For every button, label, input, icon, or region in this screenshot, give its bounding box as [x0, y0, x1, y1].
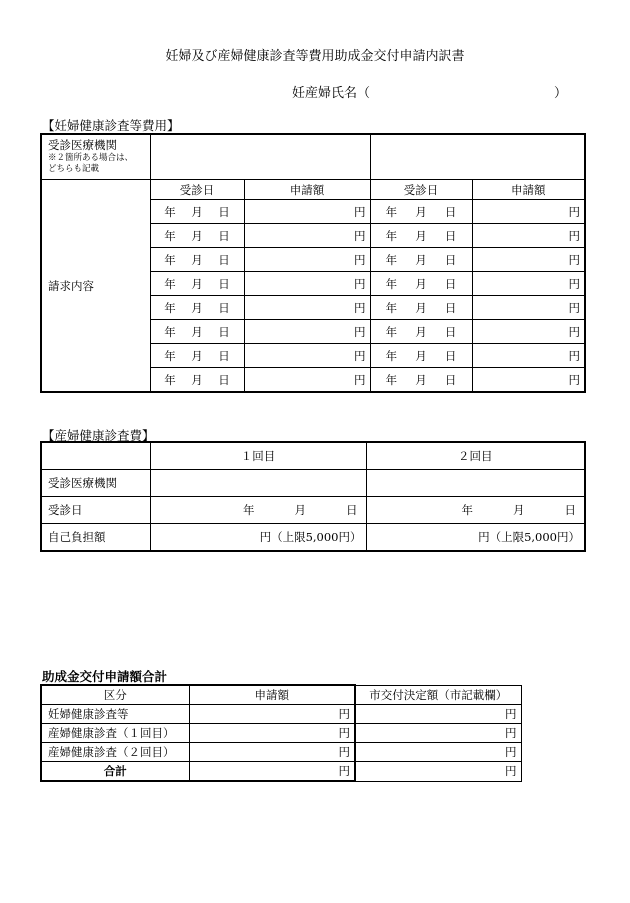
decision-amount-cell: 円 [355, 724, 521, 743]
visit-date-input[interactable]: 年 月 日 [370, 200, 472, 224]
visit-date-input[interactable]: 年 月 日 [370, 320, 472, 344]
visit-date-input[interactable]: 年 月 日 [150, 248, 244, 272]
visit-date-input[interactable]: 年 月 日 [370, 296, 472, 320]
copay-label: 自己負担額 [41, 524, 150, 552]
visit-date-input[interactable]: 年 月 日 [150, 224, 244, 248]
visit-date-input[interactable]: 年 月 日 [150, 368, 244, 393]
visit-date-input[interactable]: 年 月 日 [370, 272, 472, 296]
decision-amount-cell: 円 [355, 743, 521, 762]
total-row-label: 産婦健康診査（２回目） [41, 743, 189, 762]
total-amount-input[interactable]: 円 [189, 743, 355, 762]
amount-input[interactable]: 円 [472, 224, 585, 248]
amount-input[interactable]: 円 [472, 368, 585, 393]
total-row-label: 妊婦健康診査等 [41, 705, 189, 724]
amount-input[interactable]: 円 [244, 368, 370, 393]
institution-note-2: どちらも記載 [48, 164, 100, 174]
grand-total-label: 合計 [41, 762, 189, 782]
amount-input[interactable]: 円 [244, 224, 370, 248]
postpartum-date-input-2[interactable]: 年 月 日 [366, 497, 585, 524]
copay-input-1[interactable]: 円（上限5,000円） [150, 524, 366, 552]
amount-input[interactable]: 円 [244, 320, 370, 344]
amount-input[interactable]: 円 [472, 248, 585, 272]
applicant-name-close: ） [554, 86, 568, 101]
col-header-category: 区分 [41, 685, 189, 705]
postpartum-institution-label: 受診医療機関 [41, 470, 150, 497]
amount-input[interactable]: 円 [244, 296, 370, 320]
grand-total-decision-cell: 円 [355, 762, 521, 782]
col-header-date-1: 受診日 [150, 180, 244, 200]
visit-date-input[interactable]: 年 月 日 [370, 344, 472, 368]
total-amount-input[interactable]: 円 [189, 705, 355, 724]
visit-1-header: １回目 [150, 442, 366, 470]
visit-date-input[interactable]: 年 月 日 [150, 272, 244, 296]
institution-input-1[interactable] [150, 134, 370, 180]
institution-label-cell [41, 134, 150, 180]
empty-header-cell [41, 442, 150, 470]
col-header-decision: 市交付決定額（市記載欄） [355, 685, 521, 705]
amount-input[interactable]: 円 [472, 200, 585, 224]
document-title: 妊婦及び産婦健康診査等費用助成金交付申請内訳書 [165, 49, 465, 64]
section1-heading: 【妊婦健康診査等費用】 [42, 118, 180, 133]
col-header-amount: 申請額 [189, 685, 355, 705]
prenatal-checkup-table [40, 133, 586, 393]
institution-note-1: ※２箇所ある場合は、 [48, 153, 134, 163]
total-row-label: 産婦健康診査（１回目） [41, 724, 189, 743]
visit-date-input[interactable]: 年 月 日 [370, 224, 472, 248]
amount-input[interactable]: 円 [244, 344, 370, 368]
amount-input[interactable]: 円 [244, 272, 370, 296]
col-header-date-2: 受診日 [370, 180, 472, 200]
amount-input[interactable]: 円 [472, 344, 585, 368]
section3-heading: 助成金交付申請額合計 [42, 669, 168, 684]
applicant-name-label: 妊産婦氏名（ [292, 86, 371, 101]
postpartum-date-input-1[interactable]: 年 月 日 [150, 497, 366, 524]
amount-input[interactable]: 円 [472, 272, 585, 296]
total-amount-input[interactable]: 円 [189, 724, 355, 743]
col-header-amount-1: 申請額 [244, 180, 370, 200]
visit-date-input[interactable]: 年 月 日 [370, 368, 472, 393]
postpartum-checkup-table [40, 441, 586, 552]
amount-input[interactable]: 円 [472, 296, 585, 320]
amount-input[interactable]: 円 [244, 248, 370, 272]
institution-input-2[interactable] [370, 134, 585, 180]
postpartum-institution-input-2[interactable] [366, 470, 585, 497]
visit-2-header: ２回目 [366, 442, 585, 470]
claim-content-label: 請求内容 [41, 180, 150, 393]
institution-label: 受診医療機関 [48, 138, 117, 152]
postpartum-institution-input-1[interactable] [150, 470, 366, 497]
visit-date-input[interactable]: 年 月 日 [150, 296, 244, 320]
visit-date-input[interactable]: 年 月 日 [150, 200, 244, 224]
amount-input[interactable]: 円 [472, 320, 585, 344]
grand-total-amount-input[interactable]: 円 [189, 762, 355, 782]
decision-amount-cell: 円 [355, 705, 521, 724]
col-header-amount-2: 申請額 [472, 180, 585, 200]
visit-date-input[interactable]: 年 月 日 [150, 320, 244, 344]
postpartum-date-label: 受診日 [41, 497, 150, 524]
copay-input-2[interactable]: 円（上限5,000円） [366, 524, 585, 552]
amount-input[interactable]: 円 [244, 200, 370, 224]
visit-date-input[interactable]: 年 月 日 [370, 248, 472, 272]
section2-heading: 【産婦健康診査費】 [42, 428, 155, 443]
total-table [40, 684, 522, 782]
visit-date-input[interactable]: 年 月 日 [150, 344, 244, 368]
